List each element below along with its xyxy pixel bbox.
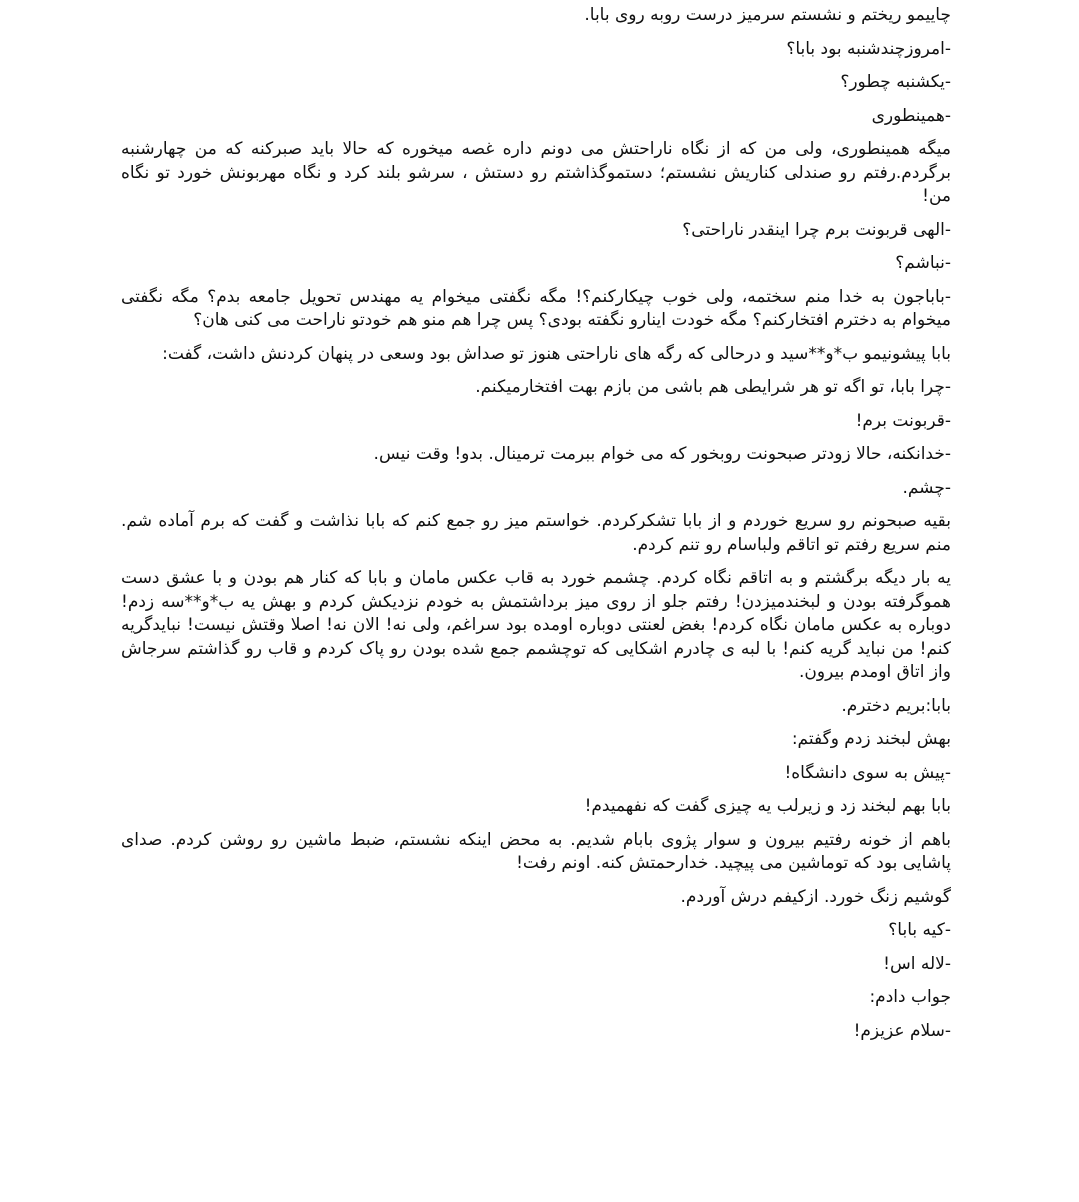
paragraph: یه بار دیگه برگشتم و به اتاقم نگاه کردم. چشمم خورد به قاب عکس مامان و بابا که کنار هم بودن و با عشق دست هموگرفته بودن و لبخندمیزدن! رفتم جلو از روی میز برداشتمش به خودم نزدیکش کردم و بهش یه ب*و**سه زدم! دوباره به عکس مامان نگاه کردم! بغض لعنتی دوباره اومده بود سراغم، ولی نه! الان نه! اصلا وقتش نیست! نبایدگریه کنم! من نباید گریه کنم! با لبه ی چادرم اشکایی که توچشمم جمع شده بودن رو پاک کردم و قاب رو گذاشتم سرجاش واز اتاق اومدم بیرون. bbox=[121, 568, 951, 682]
paragraph: -سلام عزیزم! bbox=[853, 1020, 951, 1041]
paragraph: -باباجون به خدا منم سختمه، ولی خوب چیکارکنم؟! مگه نگفتی میخوام یه مهندس تحویل جامعه بدم؟ مگه نگفتی میخوام به دخترم افتخارکنم؟ مگه خودت اینارو نگفته بودی؟ پس چرا هم منو هم خودتو ناراحت می کنی هان؟ bbox=[121, 286, 951, 330]
paragraph: بقیه صبحونم رو سریع خوردم و از بابا تشکرکردم. خواستم میز رو جمع کنم که بابا نذاشت و گفت که برم آماده شم. منم سریع رفتم تو اتاقم ولباسام رو تنم کردم. bbox=[121, 511, 951, 555]
paragraph: -الهی قربونت برم چرا اینقدر ناراحتی؟ bbox=[682, 219, 951, 240]
paragraph: جواب دادم: bbox=[869, 987, 951, 1007]
paragraph: -کیه بابا؟ bbox=[888, 920, 951, 940]
paragraph: -یکشنبه چطور؟ bbox=[840, 72, 951, 92]
paragraph: -قربونت برم! bbox=[855, 410, 951, 431]
paragraph: بابا بهم لبخند زد و زیرلب یه چیزی گفت که نفهمیدم! bbox=[584, 796, 951, 816]
paragraph: -نباشم؟ bbox=[895, 253, 951, 273]
paragraph: بهش لبخند زدم وگفتم: bbox=[791, 729, 951, 749]
paragraph: باهم از خونه رفتیم بیرون و سوار پژوی بابام شدیم. به محض اینکه نشستم، ضبط ماشین رو روشن کردم. صدای پاشایی بود که توماشین می پیچید. خدارحمتش کنه. اونم رفت! bbox=[121, 829, 951, 873]
paragraph: -خدانکنه، حالا زودتر صبحونت روبخور که می خوام ببرمت ترمینال. بدو! وقت نیس. bbox=[373, 444, 951, 464]
paragraph: -چرا بابا، تو اگه تو هر شرایطی هم باشی من بازم بهت افتخارمیکنم. bbox=[475, 377, 951, 397]
story-text bbox=[121, 4, 951, 1053]
paragraph: -پیش به سوی دانشگاه! bbox=[784, 762, 951, 783]
paragraph: چاییمو ریختم و نشستم سرمیز درست روبه روی بابا. bbox=[584, 5, 951, 25]
paragraph: -امروزچندشنبه بود بابا؟ bbox=[786, 38, 951, 59]
paragraph: -لاله اس! bbox=[883, 953, 951, 974]
paragraph: بابا:بریم دخترم. bbox=[841, 695, 951, 716]
paragraph: -چشم. bbox=[902, 477, 951, 498]
paragraph: میگه همینطوری، ولی من که از نگاه ناراحتش می دونم داره غصه میخوره که حالا باید صبرکنه که من چهارشنبه برگردم.رفتم رو صندلی کناریش نشستم؛ دستموگذاشتم رو دستش ، سرشو بلند کرد و نگاه مهربونش خورد تو نگاه من! bbox=[121, 139, 951, 206]
paragraph: بابا پیشونیمو ب*و**سید و درحالی که رگه های ناراحتی هنوز تو صداش بود وسعی در پنهان کردنش داشت، گفت: bbox=[162, 343, 951, 364]
paragraph: -همینطوری bbox=[871, 105, 951, 126]
paragraph: گوشیم زنگ خورد. ازکیفم درش آوردم. bbox=[680, 886, 951, 907]
